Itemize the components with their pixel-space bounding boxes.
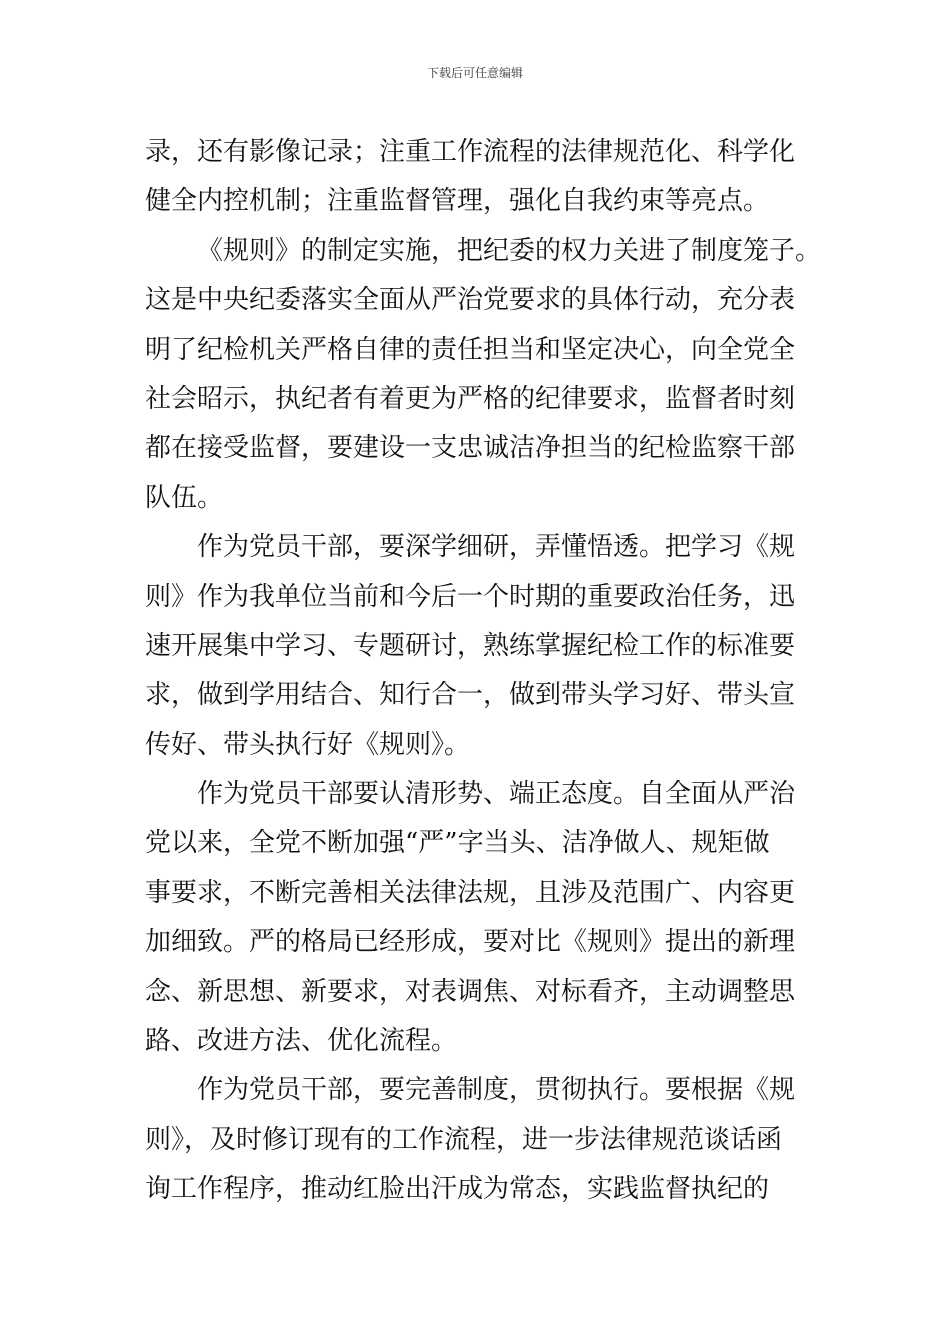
page-header: 下载后可任意编辑 [426, 66, 523, 80]
paragraph-start-line: 作为党员干部要认清形势、端正态度。自全面从严治 [197, 779, 796, 810]
text-line: 速开展集中学习、专题研讨，熟练掌握纪检工作的标准要 [145, 630, 796, 661]
text-line: 明了纪检机关严格自律的责任担当和坚定决心，向全党全 [145, 334, 796, 365]
text-line: 党以来，全党不断加强“严”字当头、洁净做人、规矩做 [145, 828, 770, 859]
text-line: 都在接受监督，要建设一支忠诚洁净担当的纪检监察干部 [145, 433, 796, 464]
text-line: 队伍。 [145, 482, 224, 513]
text-line: 路、改进方法、优化流程。 [145, 1026, 458, 1057]
text-line: 录，还有影像记录；注重工作流程的法律规范化、科学化 [145, 137, 796, 167]
text-line: 求，做到学用结合、知行合一，做到带头学习好、带头宣 [145, 680, 796, 711]
text-line: 社会昭示，执纪者有着更为严格的纪律要求，监督者时刻 [145, 383, 796, 414]
text-line: 健全内控机制；注重监督管理，强化自我约束等亮点。 [145, 186, 770, 217]
paragraph-start-line: 作为党员干部，要完善制度，贯彻执行。要根据《规 [197, 1075, 796, 1106]
text-line: 事要求，不断完善相关法律法规，且涉及范围广、内容更 [145, 877, 796, 908]
text-line: 这是中央纪委落实全面从严治党要求的具体行动，充分表 [145, 285, 796, 316]
document-body [145, 128, 825, 1215]
text-line: 加细致。严的格局已经形成，要对比《规则》提出的新理 [145, 927, 796, 958]
paragraph-start-line: 作为党员干部，要深学细研，弄懂悟透。把学习《规 [197, 532, 796, 563]
paragraph-start-line: 《规则》的制定实施，把纪委的权力关进了制度笼子。 [197, 235, 822, 266]
text-line: 询工作程序，推动红脸出汗成为常态，实践监督执纪的 [145, 1174, 770, 1205]
text-line: 传好、带头执行好《规则》。 [145, 729, 471, 760]
text-line: 则》作为我单位当前和今后一个时期的重要政治任务，迅 [145, 581, 796, 612]
text-line: 念、新思想、新要求，对表调焦、对标看齐，主动调整思 [145, 976, 796, 1007]
text-line: 则》，及时修订现有的工作流程，进一步法律规范谈话函 [145, 1124, 783, 1155]
